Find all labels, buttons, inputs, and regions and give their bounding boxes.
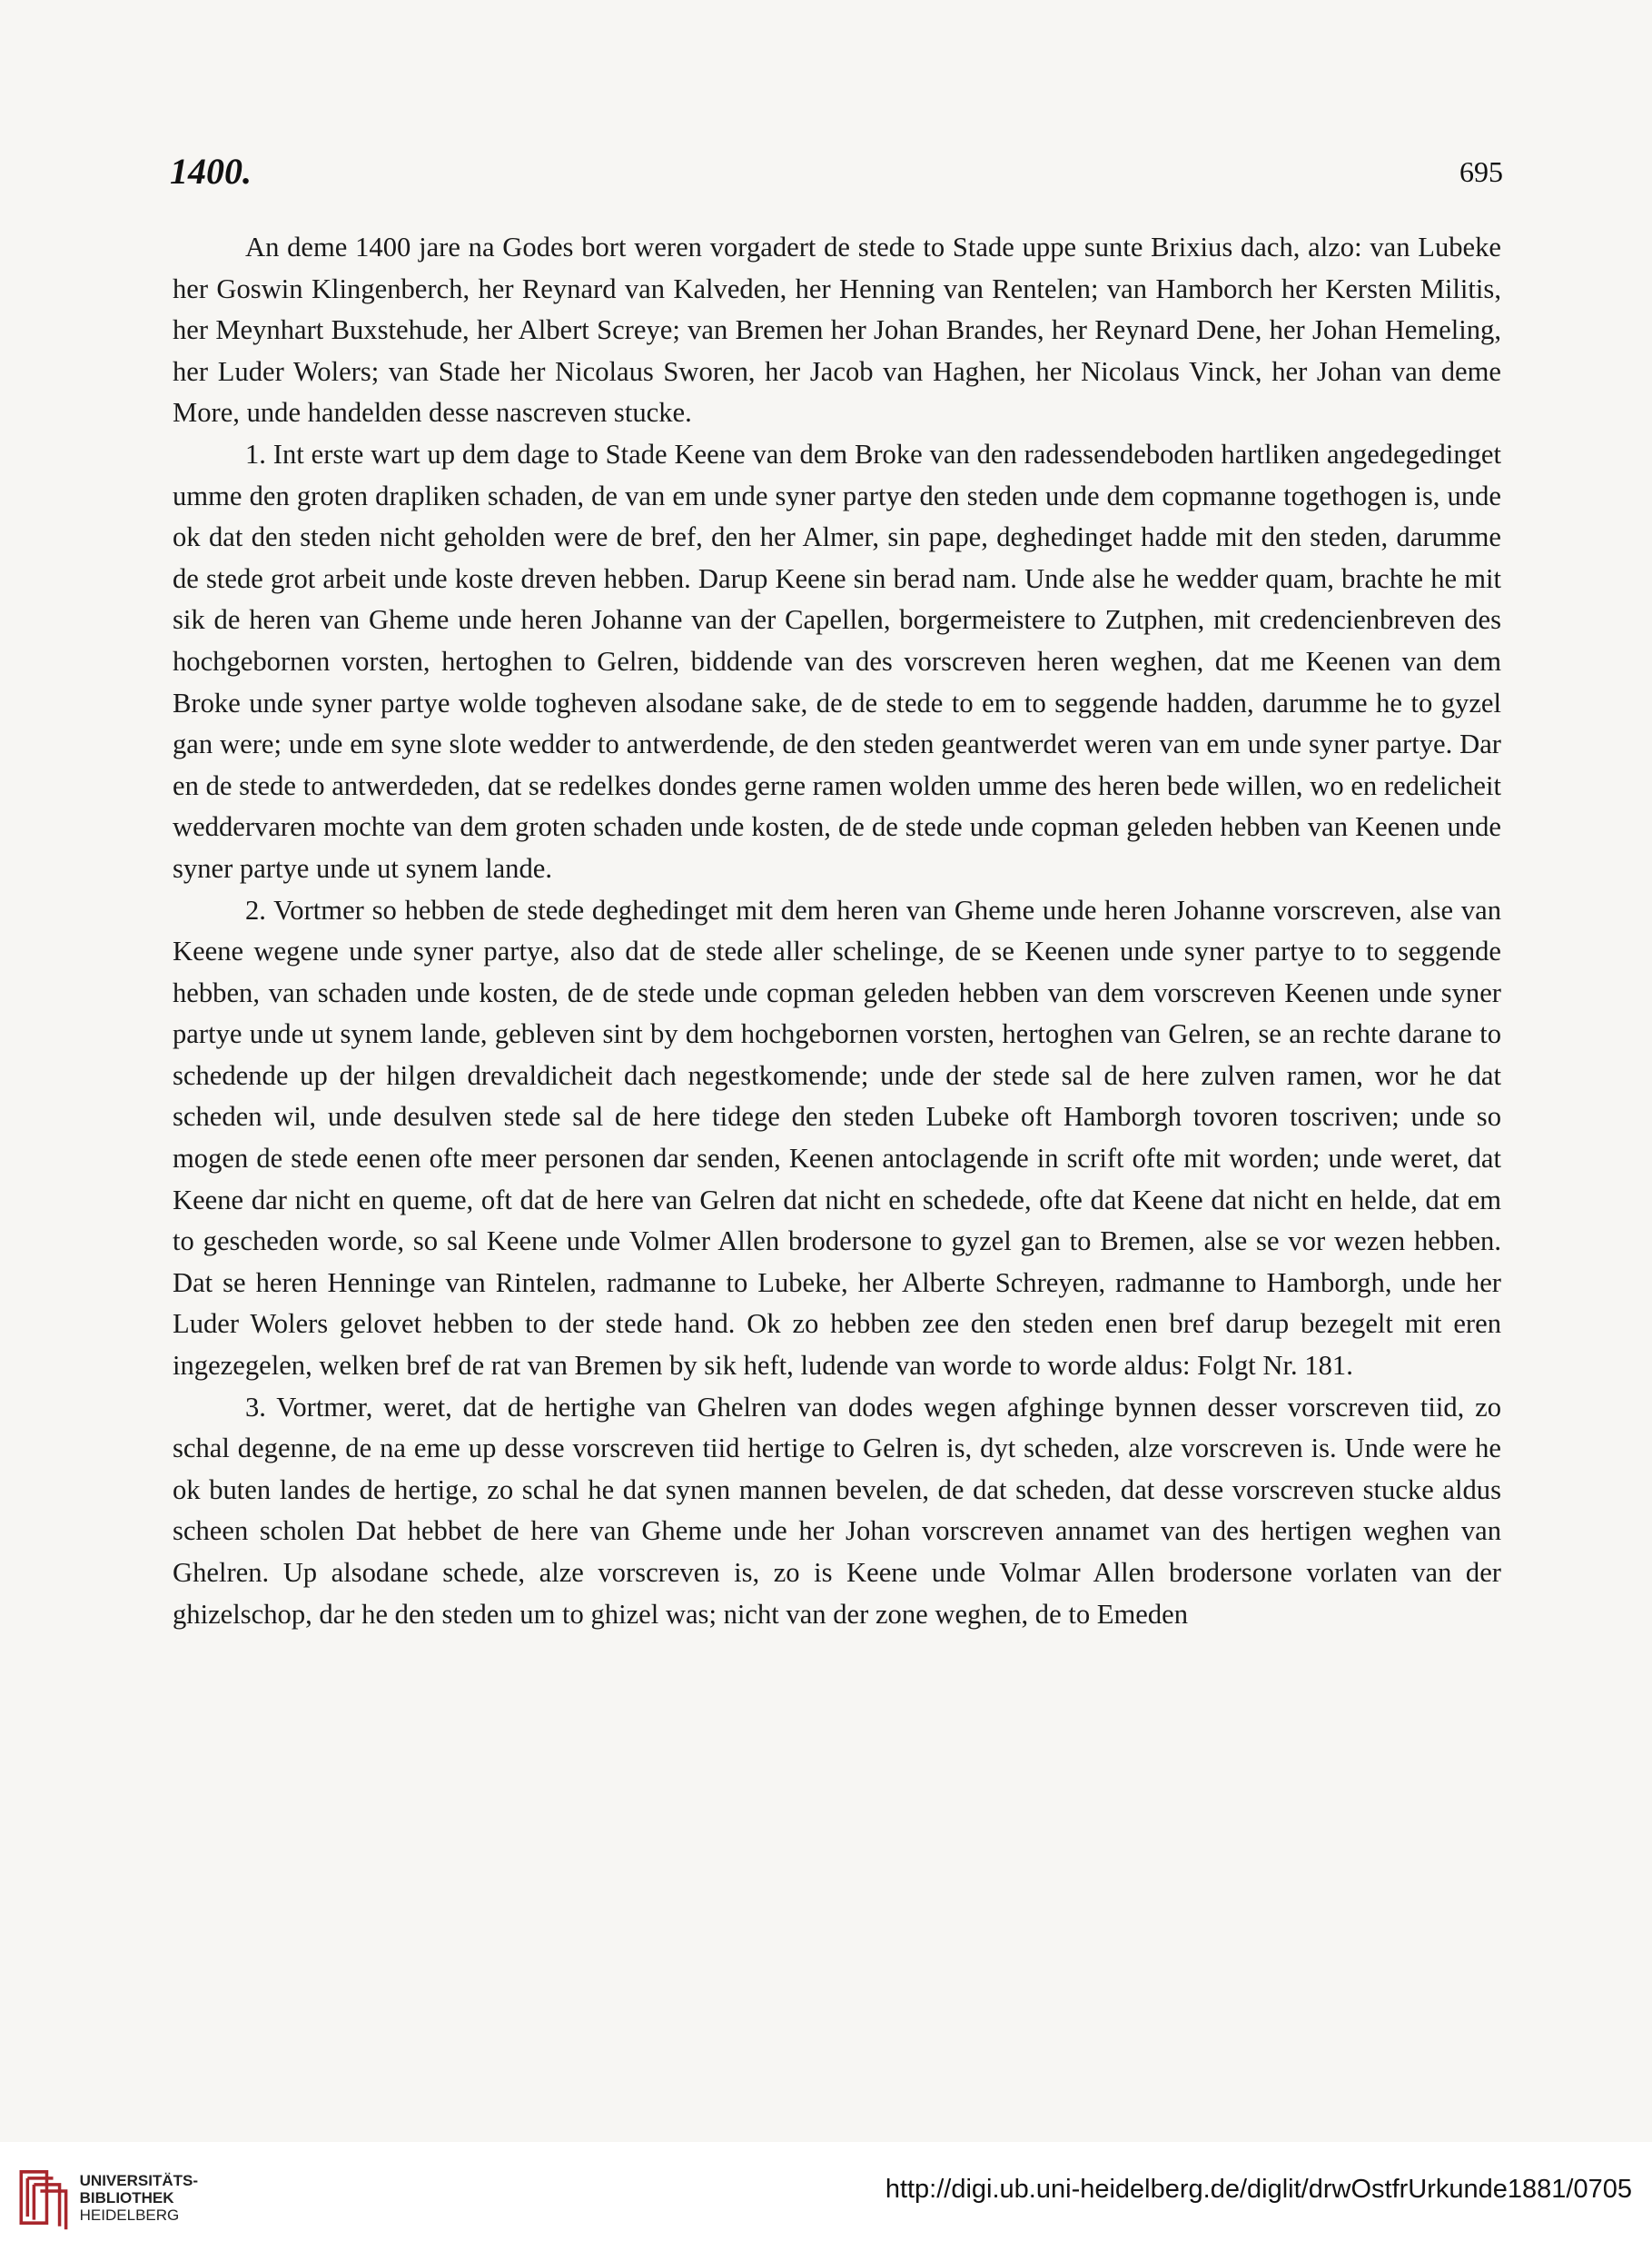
logo-line-1: UNIVERSITÄTS- xyxy=(79,2171,198,2189)
permalink-url[interactable]: http://digi.ub.uni-heidelberg.de/diglit/drwOstfrUrkunde1881/0705 xyxy=(885,2175,1632,2204)
paragraph-1: 1. Int erste wart up dem dage to Stade Keene van dem Broke van den radessendeboden hartliken angedegedinget umme den groten drapliken schaden, de van em unde syner partye den steden unde dem copmanne togethogen is, unde ok dat den steden nicht geholden were de bref, den her Almer, sin pape, deghedinget hadde mit den steden, darumme de stede grot arbeit unde koste dreven hebben. Darup Keene sin berad nam. Unde alse he wedder quam, brachte he mit sik de heren van Gheme unde heren Johanne van der Capellen, borgermeistere to Zutphen, mit credencienbreven des hochgebornen vorsten, hertoghen to Gelren, biddende van des vorscreven heren weghen, dat me Keenen van dem Broke unde syner partye wolde togheven alsodane sake, de de stede to em to seggende hadden, darumme he to gyzel gan were; unde em syne slote wedder to antwerdende, de den steden geantwerdet weren van em unde syner partye. Dar en de stede to antwerdeden, dat se redelkes dondes gerne ramen wolden umme des heren bede willen, wo en redelicheit weddervaren mochte van dem groten schaden unde kosten, de de stede unde copman geleden hebben van Keenen unde syner partye unde ut synem lande. xyxy=(173,438,1501,884)
library-logo-text xyxy=(80,2172,198,2224)
library-logo[interactable] xyxy=(16,2157,198,2238)
logo-line-3: HEIDELBERG xyxy=(79,2206,180,2224)
page-number: 695 xyxy=(1459,155,1503,188)
logo-line-2: BIBLIOTHEK xyxy=(79,2188,174,2206)
header-year: 1400. xyxy=(170,151,252,192)
library-logo-icon xyxy=(16,2159,73,2236)
document-body xyxy=(173,227,1501,1635)
paragraph-intro: An deme 1400 jare na Godes bort weren vorgadert de stede to Stade uppe sunte Brixius dach, alzo: van Lubeke her Goswin Klingenberch, her Reynard van Kalveden, her Henning van Rentelen; van Hamborch her Kersten Militis, her Meynhart Buxstehude, her Albert Screye; van Bremen her Johan Brandes, her Reynard Dene, her Johan Hemeling, her Luder Wolers; van Stade her Nicolaus Sworen, her Jacob van Haghen, her Nicolaus Vinck, her Johan van deme More, unde handelden desse nascreven stucke. xyxy=(173,232,1501,429)
paragraph-2: 2. Vortmer so hebben de stede deghedinget mit dem heren van Gheme unde heren Johanne vorscreven, alse van Keene wegene unde syner partye, also dat de stede aller schelinge, de se Keenen unde syner partye to to seggende hebben, van schaden unde kosten, de de stede unde copman geleden hebben van dem vorscreven Keenen unde syner partye unde ut synem lande, gebleven sint by dem hochgebornen vorsten, hertoghen van Gelren, se an rechte darane to schedende up der hilgen drevaldicheit dach negestkomende; unde der stede sal de here zulven ramen, wor he dat scheden wil, unde desulven stede sal de here tidege den steden Lubeke oft Hamborgh tovoren toscriven; unde so mogen de stede eenen ofte meer personen dar senden, Keenen antoclagende in scrift ofte mit worden; unde weret, dat Keene dar nicht en queme, oft dat de here van Gelren dat nicht en schedede, ofte dat Keene dat nicht en helde, dat em to gescheden worde, so sal Keene unde Volmer Allen brodersone to gyzel gan to Bremen, alse se vor wezen hebben. Dat se heren Henninge van Rintelen, radmanne to Lubeke, her Alberte Schreyen, radmanne to Hamborgh, unde her Luder Wolers gelovet hebben to der stede hand. Ok zo hebben zee den steden enen bref darup bezegelt mit eren ingezegelen, welken bref de rat van Bremen by sik heft, ludende van worde to worde aldus: Folgt Nr. 181. xyxy=(173,894,1501,1382)
footer-bar xyxy=(0,2142,1652,2261)
paragraph-3: 3. Vortmer, weret, dat de hertighe van Ghelren van dodes wegen afghinge bynnen desser vorscreven tiid, zo schal degenne, de na eme up desse vorscreven tiid hertige to Gelren is, dyt scheden, alze vorscreven is. Unde were he ok buten landes de hertige, zo schal he dat synen mannen bevelen, de dat scheden, dat desse vorscreven stucke aldus scheen scholen Dat hebbet de here van Gheme unde her Johan vorscreven annamet van des hertigen weghen van Ghelren. Up alsodane schede, alze vorscreven is, zo is Keene unde Volmar Allen brodersone vorlaten van der ghizelschop, dar he den steden um to ghizel was; nicht van der zone weghen, de to Emeden xyxy=(173,1391,1501,1630)
